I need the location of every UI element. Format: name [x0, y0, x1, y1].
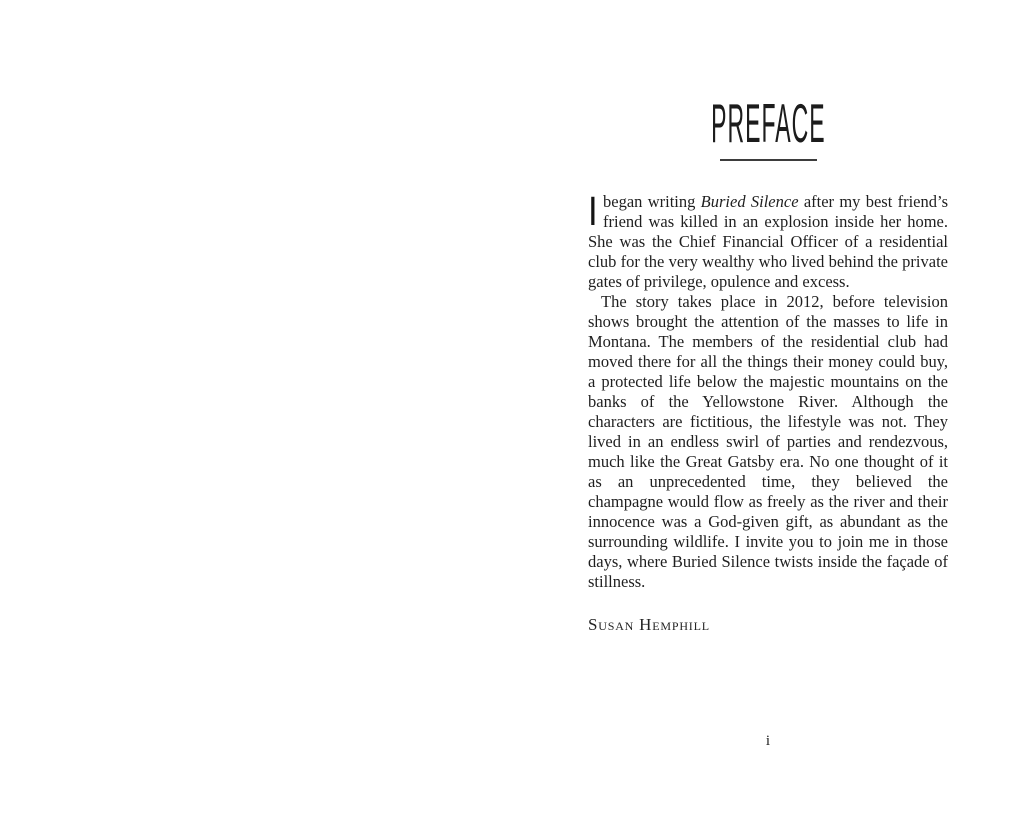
paragraph-1-text-start: began writing	[603, 192, 701, 211]
drop-cap: I	[588, 188, 598, 234]
paragraph-2: The story takes place in 2012, before television shows brought the attention of the masses to life in Montana. The members of the residential club had moved there for all the things their money could buy, a protected life below the majestic mountains on the banks of the Yellowstone River. Although the characters are fictitious, the lifestyle was not. They lived in an endless swirl of parties and rendezvous, much like the Great Gatsby era. No one thought of it as an unprecedented time, they believed the champagne would flow as freely as the river and their innocence was a God-given gift, as abundant as the surrounding wildlife. I invite you to join me in those days, where Buried Silence twists inside the façade of stillness.	[588, 292, 948, 591]
paragraph-1-text-end: after my best friend’s friend was killed in an explosion inside her home. She was the Chief Financial Officer of a residential club for the very wealthy who lived behind the private gates of privilege, opulence and excess.	[588, 192, 949, 291]
preface-body	[588, 188, 949, 635]
book-title-italic: Buried Silence	[700, 192, 799, 211]
page-number: i	[765, 733, 771, 749]
preface-page	[588, 92, 949, 635]
page-title: PREFACE	[710, 92, 826, 154]
paragraph-1	[588, 188, 949, 292]
page-title-wrap	[588, 92, 948, 154]
title-divider	[720, 159, 817, 161]
author-signature: Susan Hemphill	[588, 615, 710, 634]
